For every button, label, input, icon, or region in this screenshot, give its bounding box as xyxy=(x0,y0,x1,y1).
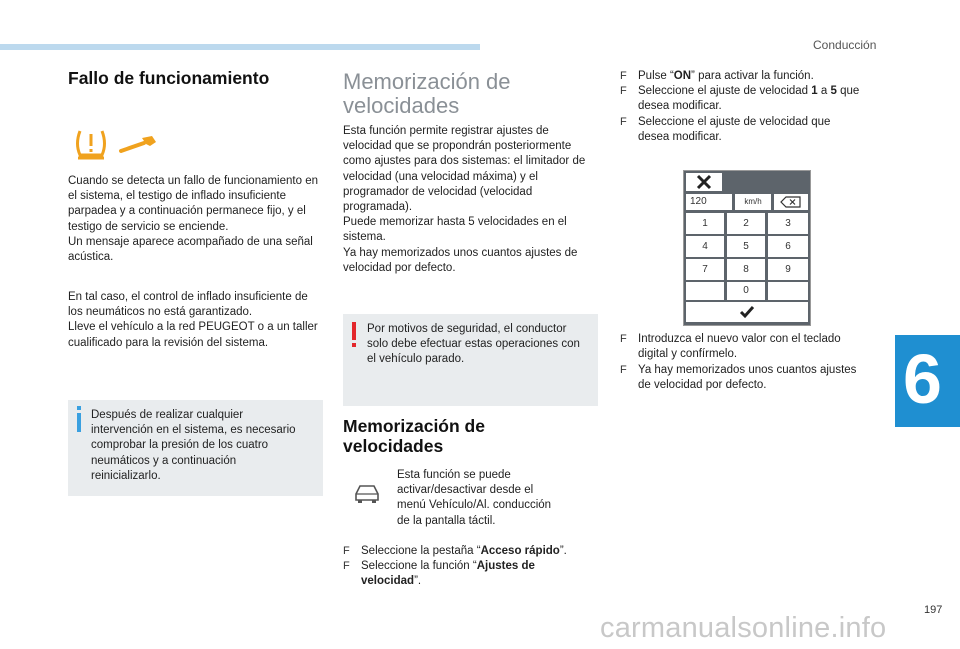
speed-keypad xyxy=(683,170,811,326)
watermark: carmanualsonline.info xyxy=(600,612,887,644)
header-bar xyxy=(0,44,480,50)
bullet-check-icon: F xyxy=(620,70,627,82)
backspace-icon xyxy=(774,194,808,210)
keypad-key-7[interactable]: 7 xyxy=(686,259,724,280)
keypad-display-value: 120 xyxy=(686,194,732,210)
section-title: Conducción xyxy=(813,38,877,52)
keypad-blank-right xyxy=(768,282,808,300)
warning-icon xyxy=(351,322,357,353)
keypad-key-3[interactable]: 3 xyxy=(768,213,808,234)
right-bullet-1: F Pulse “ON” para activar la función. xyxy=(620,69,880,85)
keypad-key-2[interactable]: 2 xyxy=(727,213,765,234)
warning-note xyxy=(343,314,598,406)
bullet-check-icon: F xyxy=(620,333,627,345)
info-icon xyxy=(76,406,80,430)
right-bullet-4: F Introduzca el nuevo valor con el teclado digital y confírmelo. xyxy=(620,333,841,361)
bullet-check-icon: F xyxy=(620,85,627,97)
bullet-check-icon: F xyxy=(620,116,627,128)
close-icon xyxy=(686,173,722,191)
keypad-key-5[interactable]: 5 xyxy=(727,236,765,257)
fault-title: Fallo de funcionamiento xyxy=(68,68,270,88)
car-icon xyxy=(352,482,382,504)
keypad-key-8[interactable]: 8 xyxy=(727,259,765,280)
checkmark-icon xyxy=(686,302,808,322)
keypad-key-9[interactable]: 9 xyxy=(768,259,808,280)
chapter-number: 6 xyxy=(903,340,942,418)
speed-memory-title-bold: Memorización de velocidades xyxy=(343,416,485,456)
chapter-tab xyxy=(895,335,960,427)
page-number: 197 xyxy=(924,604,943,616)
bullet-check-icon: F xyxy=(343,545,350,557)
right-bullet-2: F Seleccione el ajuste de velocidad 1 a 5 que desea modificar. xyxy=(620,85,860,113)
keypad-close-button[interactable] xyxy=(686,173,722,191)
warning-note-text: Por motivos de seguridad, el conductor solo debe efectuar estas operaciones con el vehículo parado. xyxy=(367,323,580,366)
tyre-warning-icon xyxy=(74,128,108,160)
keypad-blank-left xyxy=(686,282,724,300)
keypad-confirm-button[interactable] xyxy=(686,302,808,322)
keypad-key-4[interactable]: 4 xyxy=(686,236,724,257)
keypad-key-1[interactable]: 1 xyxy=(686,213,724,234)
right-bullet-5: F Ya hay memorizados unos cuantos ajustes de velocidad por defecto. xyxy=(620,364,857,392)
bullet-check-icon: F xyxy=(620,364,627,376)
keypad-unit-label: km/h xyxy=(735,194,771,210)
middle-bullet-1: F Seleccione la pestaña “Acceso rápido”. xyxy=(343,544,598,560)
fault-paragraph-2: En tal caso, el control de inflado insuficiente de los neumáticos no está garantizado. Lleve el vehículo a la red PEUGEOT o a un taller cualificado para la revisión del sistema. xyxy=(68,291,318,349)
keypad-key-0[interactable]: 0 xyxy=(727,282,765,300)
fault-paragraph-1: Cuando se detecta un fallo de funcionamiento en el sistema, el testigo de inflado insuficiente parpadea y a continuación permanece fijo, y el testigo de servicio se enciende. Un mensaje aparece acompañado de una señal acústica. xyxy=(68,175,318,264)
info-note xyxy=(68,400,323,496)
wrench-service-icon xyxy=(118,134,158,156)
bullet-check-icon: F xyxy=(343,560,350,572)
keypad-backspace-button[interactable] xyxy=(774,194,808,210)
right-bullet-3: F Seleccione el ajuste de velocidad que desea modificar. xyxy=(620,116,831,144)
info-note-text: Después de realizar cualquier intervención en el sistema, es necesario comprobar la presión de los cuatro neumáticos y a continuación reinicializarlo. xyxy=(91,409,296,482)
keypad-key-6[interactable]: 6 xyxy=(768,236,808,257)
car-function-text: Esta función se puede activar/desactivar desde el menú Vehículo/Al. conducción de la pantalla táctil. xyxy=(397,469,552,527)
speed-memory-title-light: Memorización de velocidades xyxy=(343,69,511,118)
speed-memory-paragraph: Esta función permite registrar ajustes de velocidad que se propondrán posteriormente como ajustes para dos sistemas: el limitador de velocidad (una velocidad máxima) y el programador de velocidad (velocidad programada). Puede memorizar hasta 5 velocidades en el sistema. Ya hay memorizados unos cuantos ajustes de velocidad por defecto. xyxy=(343,125,586,274)
middle-bullet-2: F Seleccione la función “Ajustes de velocidad”. xyxy=(343,560,535,588)
